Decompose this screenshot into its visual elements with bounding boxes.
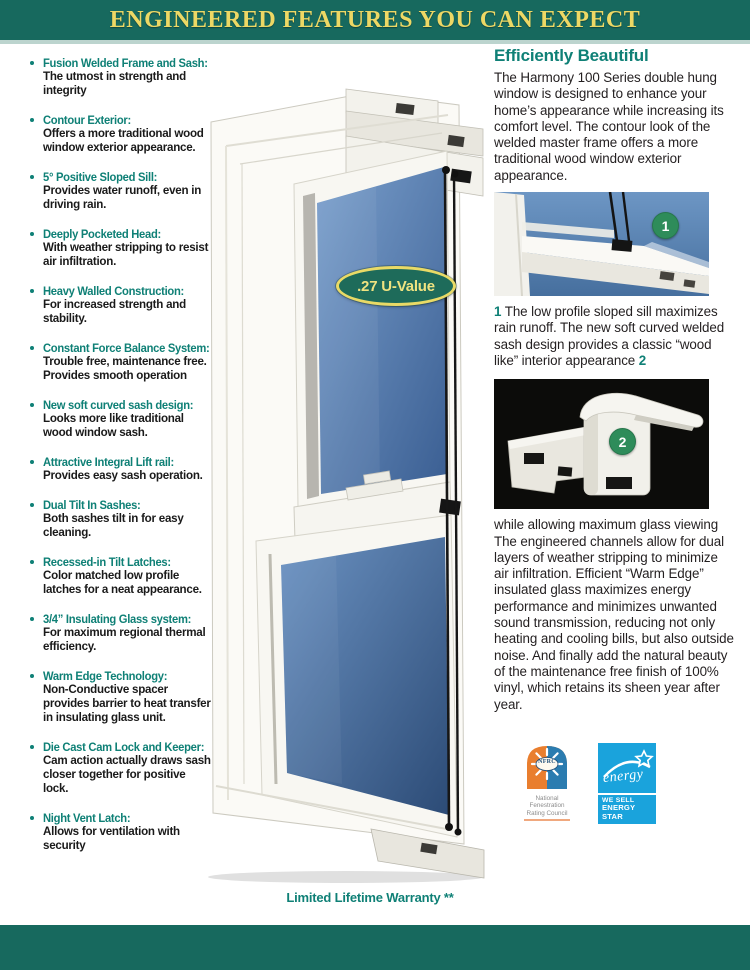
feature-title: 3/4” Insulating Glass system: — [43, 612, 192, 626]
feature-desc: The utmost in strength and integrity — [43, 70, 186, 97]
feature-desc: Provides easy sash operation. — [43, 469, 203, 482]
caption-number-1: 1 — [494, 304, 502, 320]
feature-item — [28, 227, 208, 269]
nfrc-logo — [522, 743, 572, 821]
feature-item — [28, 612, 208, 654]
energy-star-band — [598, 793, 656, 825]
feature-desc: Provides water runoff, even in driving rain. — [43, 184, 202, 211]
bullet-icon — [30, 289, 34, 293]
feature-title: New soft curved sash design: — [43, 398, 194, 412]
footer-bar — [0, 925, 750, 970]
feature-title: Heavy Walled Construction: — [43, 284, 185, 298]
bullet-icon — [30, 674, 34, 678]
feature-title: 5° Positive Sloped Sill: — [43, 170, 158, 184]
feature-desc: Offers a more traditional wood window exterior appearance. — [43, 127, 204, 154]
energy-star-logo — [598, 743, 656, 825]
u-value-text: .27 U-Value — [357, 277, 435, 295]
feature-desc: Trouble free, maintenance free. Provides smooth operation — [43, 355, 207, 382]
feature-desc: For increased strength and stability. — [43, 298, 186, 325]
window-illustration — [196, 84, 486, 886]
nfrc-caption-line1: National Fenestration — [529, 794, 565, 809]
right-column — [494, 46, 736, 824]
feature-item — [28, 740, 211, 796]
window-photo — [196, 84, 486, 886]
sill-detail-photo — [494, 192, 709, 296]
feature-title: Contour Exterior: — [43, 113, 131, 127]
bullet-icon — [30, 403, 34, 407]
bullet-icon — [30, 61, 34, 65]
intro-paragraph: The Harmony 100 Series double hung window is designed to enhance your home’s appearance while increasing its comfort level. The contour look of the welded master frame offers a more traditional wood window exterior appearance. — [494, 70, 724, 183]
bullet-icon — [30, 346, 34, 350]
bullet-icon — [30, 745, 34, 749]
sash-profile-photo — [494, 379, 709, 509]
feature-item — [28, 669, 211, 725]
nfrc-emblem-icon — [522, 743, 572, 789]
feature-item — [28, 398, 208, 440]
callout-1-badge: 1 — [652, 212, 679, 239]
energy-star-emblem — [598, 743, 656, 793]
feature-desc: Both sashes tilt in for easy cleaning. — [43, 512, 184, 539]
bullet-icon — [30, 503, 34, 507]
feature-desc: Allows for ventilation with security — [43, 825, 180, 852]
feature-item — [28, 555, 208, 597]
feature-title: Recessed-in Tilt Latches: — [43, 555, 171, 569]
bullet-icon — [30, 460, 34, 464]
nfrc-caption-line2: Rating Council — [526, 809, 568, 817]
energy-star-line1: WE SELL — [602, 796, 635, 804]
bullet-icon — [30, 232, 34, 236]
feature-desc: Non-Conductive spacer provides barrier to heat transfer in insulating glass unit. — [43, 683, 211, 724]
feature-item — [28, 455, 208, 483]
bullet-icon — [30, 175, 34, 179]
page-title: ENGINEERED FEATURES YOU CAN EXPECT — [109, 6, 641, 33]
feature-item — [28, 56, 208, 98]
feature-title: Night Vent Latch: — [43, 811, 131, 825]
sill-photo-illustration — [494, 192, 709, 296]
features-list — [28, 56, 211, 853]
photo-caption — [494, 304, 736, 369]
bullet-icon — [30, 617, 34, 621]
certification-logos — [522, 743, 736, 825]
energy-star-line2: ENERGY STAR — [602, 803, 636, 821]
bullet-icon — [30, 118, 34, 122]
callout-2-badge: 2 — [609, 428, 636, 455]
feature-title: Attractive Integral Lift rail: — [43, 455, 174, 469]
feature-item — [28, 341, 208, 383]
feature-desc: For maximum regional thermal efficiency. — [43, 626, 206, 653]
feature-item — [28, 284, 208, 326]
feature-title: Dual Tilt In Sashes: — [43, 498, 141, 512]
feature-title: Die Cast Cam Lock and Keeper: — [43, 740, 205, 754]
caption-text: The low profile sloped sill maximizes rain runoff. The new soft curved welded sash design provides a classic “wood like” interior appearance — [494, 304, 725, 368]
caption-number-2: 2 — [638, 352, 647, 368]
bullet-icon — [30, 816, 34, 820]
feature-desc: With weather stripping to resist air infiltration. — [43, 241, 209, 268]
feature-item — [28, 498, 208, 540]
body-paragraph: while allowing maximum glass viewing The engineered channels allow for dual layers of weather stripping to minimize air infiltration. Efficient “Warm Edge” insulated glass maximizes energy performance and minimizes unwanted sound transmission, reducing not only heating and cooling bills, but also outside noise. And finally add the natural beauty of the maintenance free finish of 100% vinyl, which retains its sheen year after year. — [494, 517, 734, 712]
header-banner — [0, 0, 750, 44]
bullet-icon — [30, 560, 34, 564]
feature-item — [28, 170, 208, 212]
feature-item — [28, 113, 208, 155]
feature-title: Deeply Pocketed Head: — [43, 227, 161, 241]
feature-title: Warm Edge Technology: — [43, 669, 168, 683]
nfrc-underline — [524, 819, 570, 821]
u-value-badge — [336, 266, 456, 306]
sash-photo-illustration — [494, 379, 709, 509]
feature-title: Fusion Welded Frame and Sash: — [43, 56, 208, 70]
warranty-note: Limited Lifetime Warranty ** — [286, 890, 454, 905]
feature-desc: Cam action actually draws sash closer together for positive lock. — [43, 754, 211, 795]
feature-title: Constant Force Balance System: — [43, 341, 210, 355]
nfrc-abbr: NFRC — [538, 758, 556, 765]
section-heading: Efficiently Beautiful — [494, 46, 649, 65]
feature-desc: Looks more like traditional wood window sash. — [43, 412, 184, 439]
feature-desc: Color matched low profile latches for a neat appearance. — [43, 569, 202, 596]
feature-item — [28, 811, 208, 853]
energy-script-text: energy — [602, 766, 645, 786]
